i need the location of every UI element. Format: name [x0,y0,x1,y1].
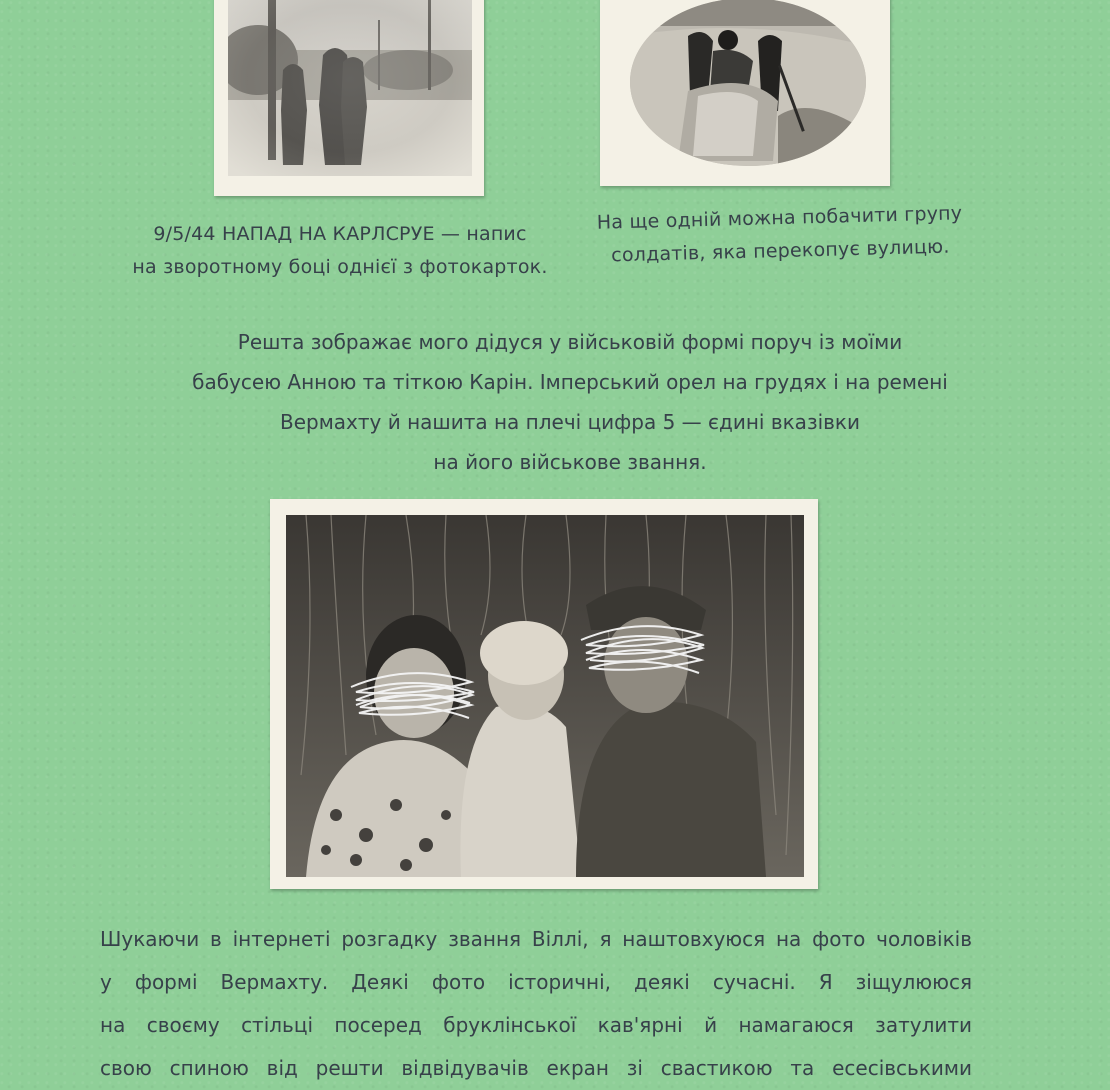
photo-family-portrait [270,499,818,889]
photo-image [628,0,868,168]
photo-digging-soldiers [600,0,890,186]
body-paragraph [100,918,972,1090]
body-line4: свою спиною від решти відвідувачів екран зі свастикою та есесівськими [100,1056,972,1080]
photo-image [286,515,804,877]
body-line3: на своєму стільці посеред бруклінської кав'ярні й намагаюся затулити [100,1013,972,1037]
caption-left-line1: 9/5/44 НАПАД НА КАРЛСРУЕ — напис [153,223,527,245]
photo-image [228,0,472,176]
caption-left [100,218,580,284]
photo-karlsruhe-attack [214,0,484,196]
family-image [286,515,804,877]
caption-right [569,197,991,274]
intro-paragraph [130,322,1010,482]
caption-right-line2: солдатів, яка перекопує вулицю. [610,235,950,267]
digging-image [628,0,868,168]
intro-line2: бабусею Анною та тіткою Карін. Імперський орел на грудях і на ремені [192,370,948,394]
caption-right-line1: На ще одній можна побачити групу [596,202,963,234]
body-line2: у формі Вермахту. Деякі фото історичні, деякі сучасні. Я зіщулююся [100,970,972,994]
intro-line4: на його військове звання. [433,450,707,474]
intro-line1: Решта зображає мого дідуся у військовій формі поруч із моїми [237,330,903,354]
intro-line3: Вермахту й нашита на плечі цифра 5 — єдині вказівки [279,410,860,434]
soldiers-street-image [228,0,472,176]
caption-left-line2: на зворотному боці однієї з фотокарток. [132,256,548,278]
body-line1: Шукаючи в інтернеті розгадку звання Віллі, я наштовхуюся на фото чоловіків [100,927,972,951]
